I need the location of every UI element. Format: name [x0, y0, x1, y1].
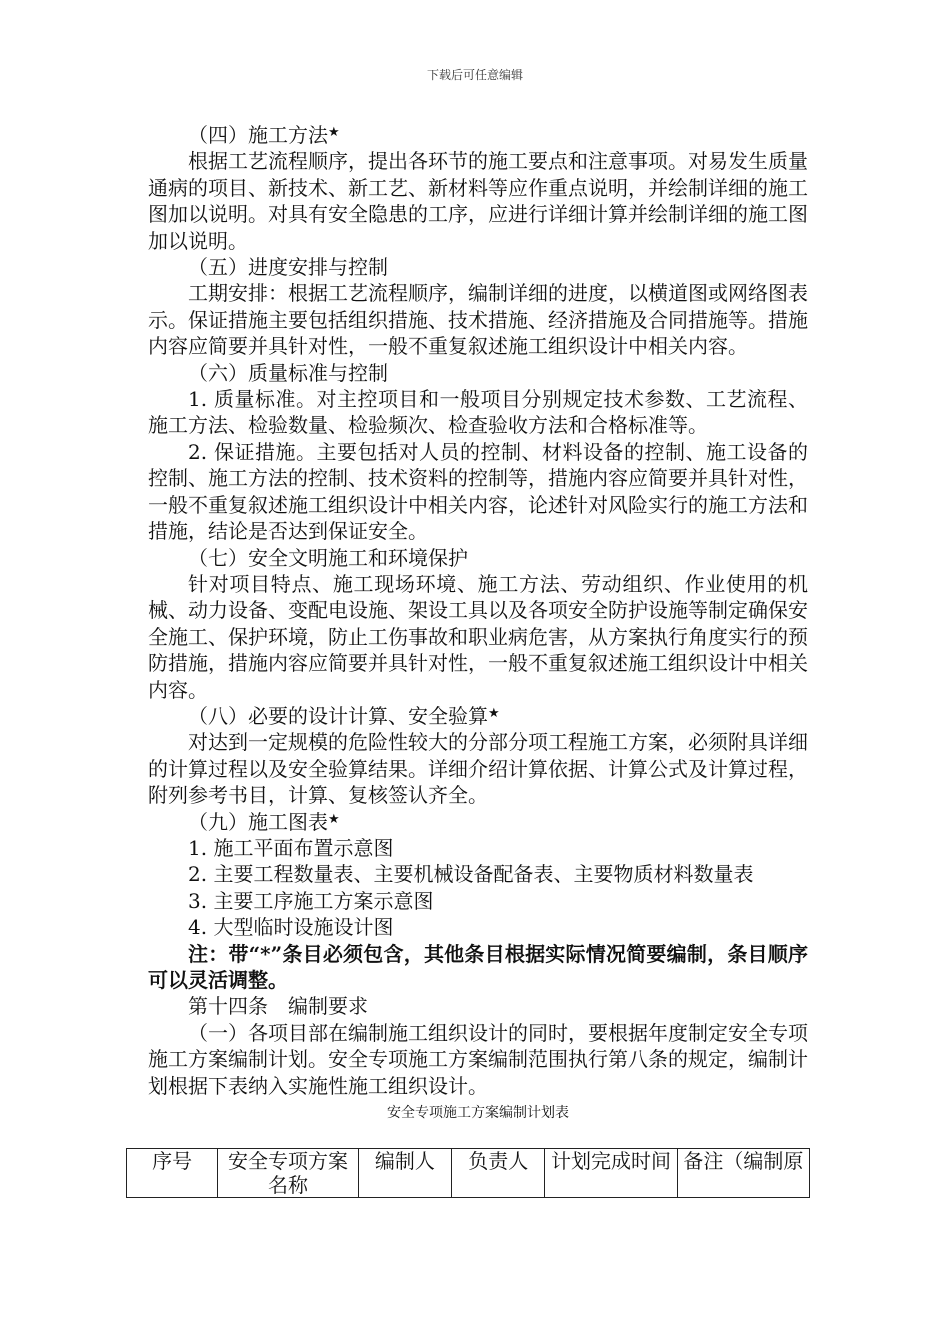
section-5-body: 工期安排：根据工艺流程顺序，编制详细的进度，以横道图或网络图表示。保证措施主要包括组织措施、技术措施、经济措施及合同措施等。措施内容应简要并具针对性，一般不重复叙述施工组织设计中相关内容。 — [148, 281, 808, 359]
table-header-cell: 编制人 — [358, 1149, 451, 1198]
table-header-cell: 计划完成时间 — [545, 1149, 677, 1198]
table-caption: 安全专项施工方案编制计划表 — [387, 1105, 569, 1122]
note-paragraph: 注：带“*”条目必须包含，其他条目根据实际情况简要编制，条目顺序可以灵活调整。 — [148, 941, 808, 992]
document-body — [148, 122, 808, 1125]
section-9-item-4: 4. 大型临时设施设计图 — [188, 915, 394, 940]
section-7-body: 针对项目特点、施工现场环境、施工方法、劳动组织、作业使用的机械、动力设备、变配电设施、架设工具以及各项安全防护设施等制定确保安全施工、保护环境，防止工伤事故和职业病危害，从方案执行角度实行的预防措施，措施内容应简要并具针对性，一般不重复叙述施工组织设计中相关内容。 — [148, 571, 808, 702]
table-header-cell: 序号 — [127, 1149, 218, 1198]
page-header: 下载后可任意编辑 — [426, 68, 523, 82]
section-9-item-1: 1. 施工平面布置示意图 — [188, 835, 394, 860]
section-6-item-1: 1. 质量标准。对主控项目和一般项目分别规定技术参数、工艺流程、施工方法、检验数量、检验频次、检查验收方法和合格标准等。 — [148, 387, 808, 438]
section-4-heading: （四）施工方法★ — [188, 123, 340, 147]
table-header-cell: 安全专项方案名称 — [218, 1149, 358, 1198]
section-4-body: 根据工艺流程顺序，提出各环节的施工要点和注意事项。对易发生质量通病的项目、新技术、新工艺、新材料等应作重点说明，并绘制详细的施工图加以说明。对具有安全隐患的工序，应进行详细计算并绘制详细的施工图加以说明。 — [148, 149, 808, 253]
section-6-heading: （六）质量标准与控制 — [188, 360, 388, 385]
section-5-heading: （五）进度安排与控制 — [188, 255, 388, 280]
section-6-item-2: 2. 保证措施。主要包括对人员的控制、材料设备的控制、施工设备的控制、施工方法的控制、技术资料的控制等，措施内容应简要并具针对性，一般不重复叙述施工组织设计中相关内容，论述针对风险实行的施工方法和措施，结论是否达到保证安全。 — [148, 439, 808, 544]
star-icon: ★ — [328, 125, 340, 140]
section-9-heading: （九）施工图表★ — [188, 809, 340, 834]
article-14-item-1: （一）各项目部在编制施工组织设计的同时，要根据年度制定安全专项施工方案编制计划。安全专项施工方案编制范围执行第八条的规定，编制计划根据下表纳入实施性施工组织设计。 — [148, 1020, 808, 1098]
section-8-body: 对达到一定规模的危险性较大的分部分项工程施工方案，必须附具详细的计算过程以及安全验算结果。详细介绍计算依据、计算公式及计算过程，附列参考书目，计算、复核签认齐全。 — [148, 730, 808, 808]
section-9-item-2: 2. 主要工程数量表、主要机械设备配备表、主要物质材料数量表 — [188, 862, 754, 887]
table-header-cell: 备注（编制原 — [677, 1149, 809, 1198]
plan-table — [126, 1148, 810, 1198]
star-icon: ★ — [328, 811, 340, 827]
section-7-heading: （七）安全文明施工和环境保护 — [188, 545, 468, 570]
table-header-cell: 负责人 — [452, 1149, 545, 1198]
section-8-heading: （八）必要的设计计算、安全验算★ — [188, 703, 500, 728]
article-14-heading: 第十四条 编制要求 — [188, 994, 368, 1019]
star-icon: ★ — [488, 705, 500, 721]
section-9-item-3: 3. 主要工序施工方案示意图 — [188, 888, 434, 913]
table-header-row — [127, 1149, 810, 1198]
